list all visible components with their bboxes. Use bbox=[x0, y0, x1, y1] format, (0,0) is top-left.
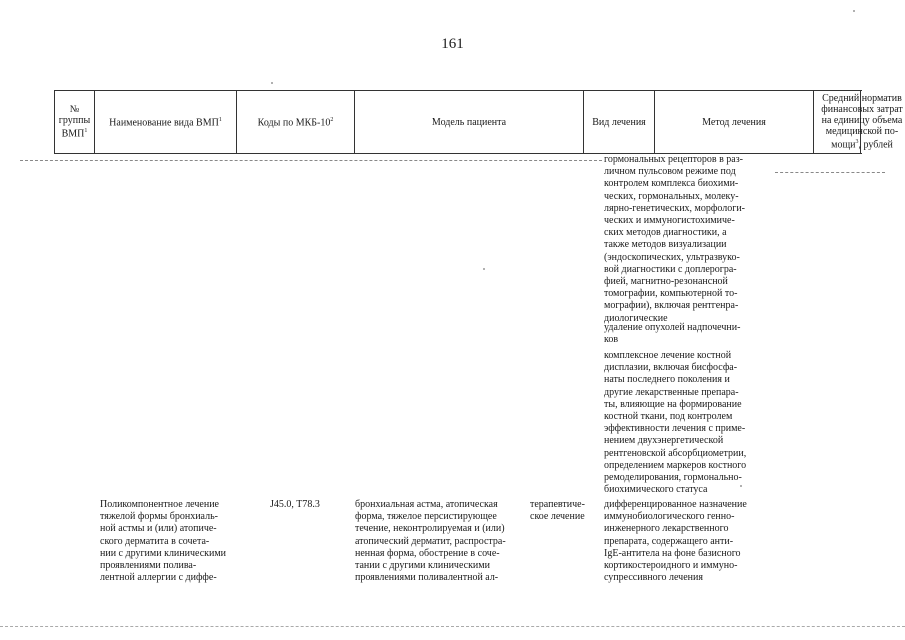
header-patient-model: Модель пациента bbox=[355, 91, 584, 153]
header-icd-codes-text: Коды по МКБ-$10^2$ bbox=[257, 117, 334, 129]
header-vmp-name-text: Наименование вида ВМП$^1$ bbox=[109, 117, 222, 129]
method-bone-dysplasia-treatment: комплексное лечение костной дисплазии, включая бисфосфа- наты последнего поколения и другие лекарственные препара- ты, влияющие на формирование костной ткани, под контролем эффективности лечения с приме- нением двухэнергетической рентгеновской абсорбциометрии, определением маркеров костного ремоделирования, гормонально- биохимического статуса bbox=[604, 350, 747, 496]
continuation-divider-right bbox=[775, 172, 885, 173]
scan-artifact bbox=[740, 485, 742, 487]
scan-artifact bbox=[853, 10, 855, 12]
header-treatment-type: Вид лечения bbox=[584, 91, 655, 153]
row-treatment-method: дифференцированное назначение иммунобиологического генно- инженерного лекарственного препарата, содержащего анти- IgE-антитела на фоне базисного кортикостероидного и иммуно- супрессивного лечения bbox=[604, 499, 747, 584]
header-icd-codes bbox=[237, 91, 355, 153]
page-number: 161 bbox=[441, 36, 464, 52]
row-vmp-name: Поликомпонентное лечение тяжелой формы бронхиаль- ной астмы и (или) атопиче- ского дерматита в сочета- нии с другими клиническими проявлениями полива- лентной аллергии с диффе- bbox=[100, 499, 227, 584]
scan-artifact bbox=[483, 268, 485, 270]
continuation-divider-left bbox=[20, 160, 602, 161]
header-group-number bbox=[55, 91, 95, 153]
scan-artifact bbox=[271, 82, 273, 84]
method-adrenal-tumor-removal: удаление опухолей надпочечни- ков bbox=[604, 322, 741, 346]
bottom-divider bbox=[0, 626, 905, 627]
header-vmp-name bbox=[95, 91, 237, 153]
row-icd-codes: J45.0, T78.3 bbox=[270, 499, 320, 510]
table-header bbox=[54, 90, 903, 154]
method-continuation-text: гормональных рецепторов в раз- личном пульсовом режиме под контролем комплекса биохими- ческих, гормональных, молеку- лярно-генетических, морфологи- ческих и иммуногистохимиче- ских методов диагностики, а также методов визуализации (эндоскопических, ультразвуко- вой диагностики с доплерогра- фией, магнитно-резонансной томографии, компьютерной то- мографии), включая рентгенра- диологические bbox=[604, 154, 746, 324]
header-group-number-text: № группы ВМП$^1$ bbox=[58, 104, 91, 140]
header-cost-norm-text: Средний норматив финансовых затрат на единицу объема медицинской по- мощи$^3$, рублей bbox=[821, 93, 903, 151]
row-treatment-type: терапевтиче- ское лечение bbox=[530, 499, 585, 523]
row-patient-model: бронхиальная астма, атопическая форма, тяжелое персистирующее течение, неконтролируемая и (или) атопический дерматит, распростра- ненная форма, обострение в соче- тании с другими клиническими проявлениями поливалентной ал- bbox=[355, 499, 506, 584]
header-treatment-method: Метод лечения bbox=[655, 91, 814, 153]
header-cost-norm bbox=[814, 91, 903, 153]
